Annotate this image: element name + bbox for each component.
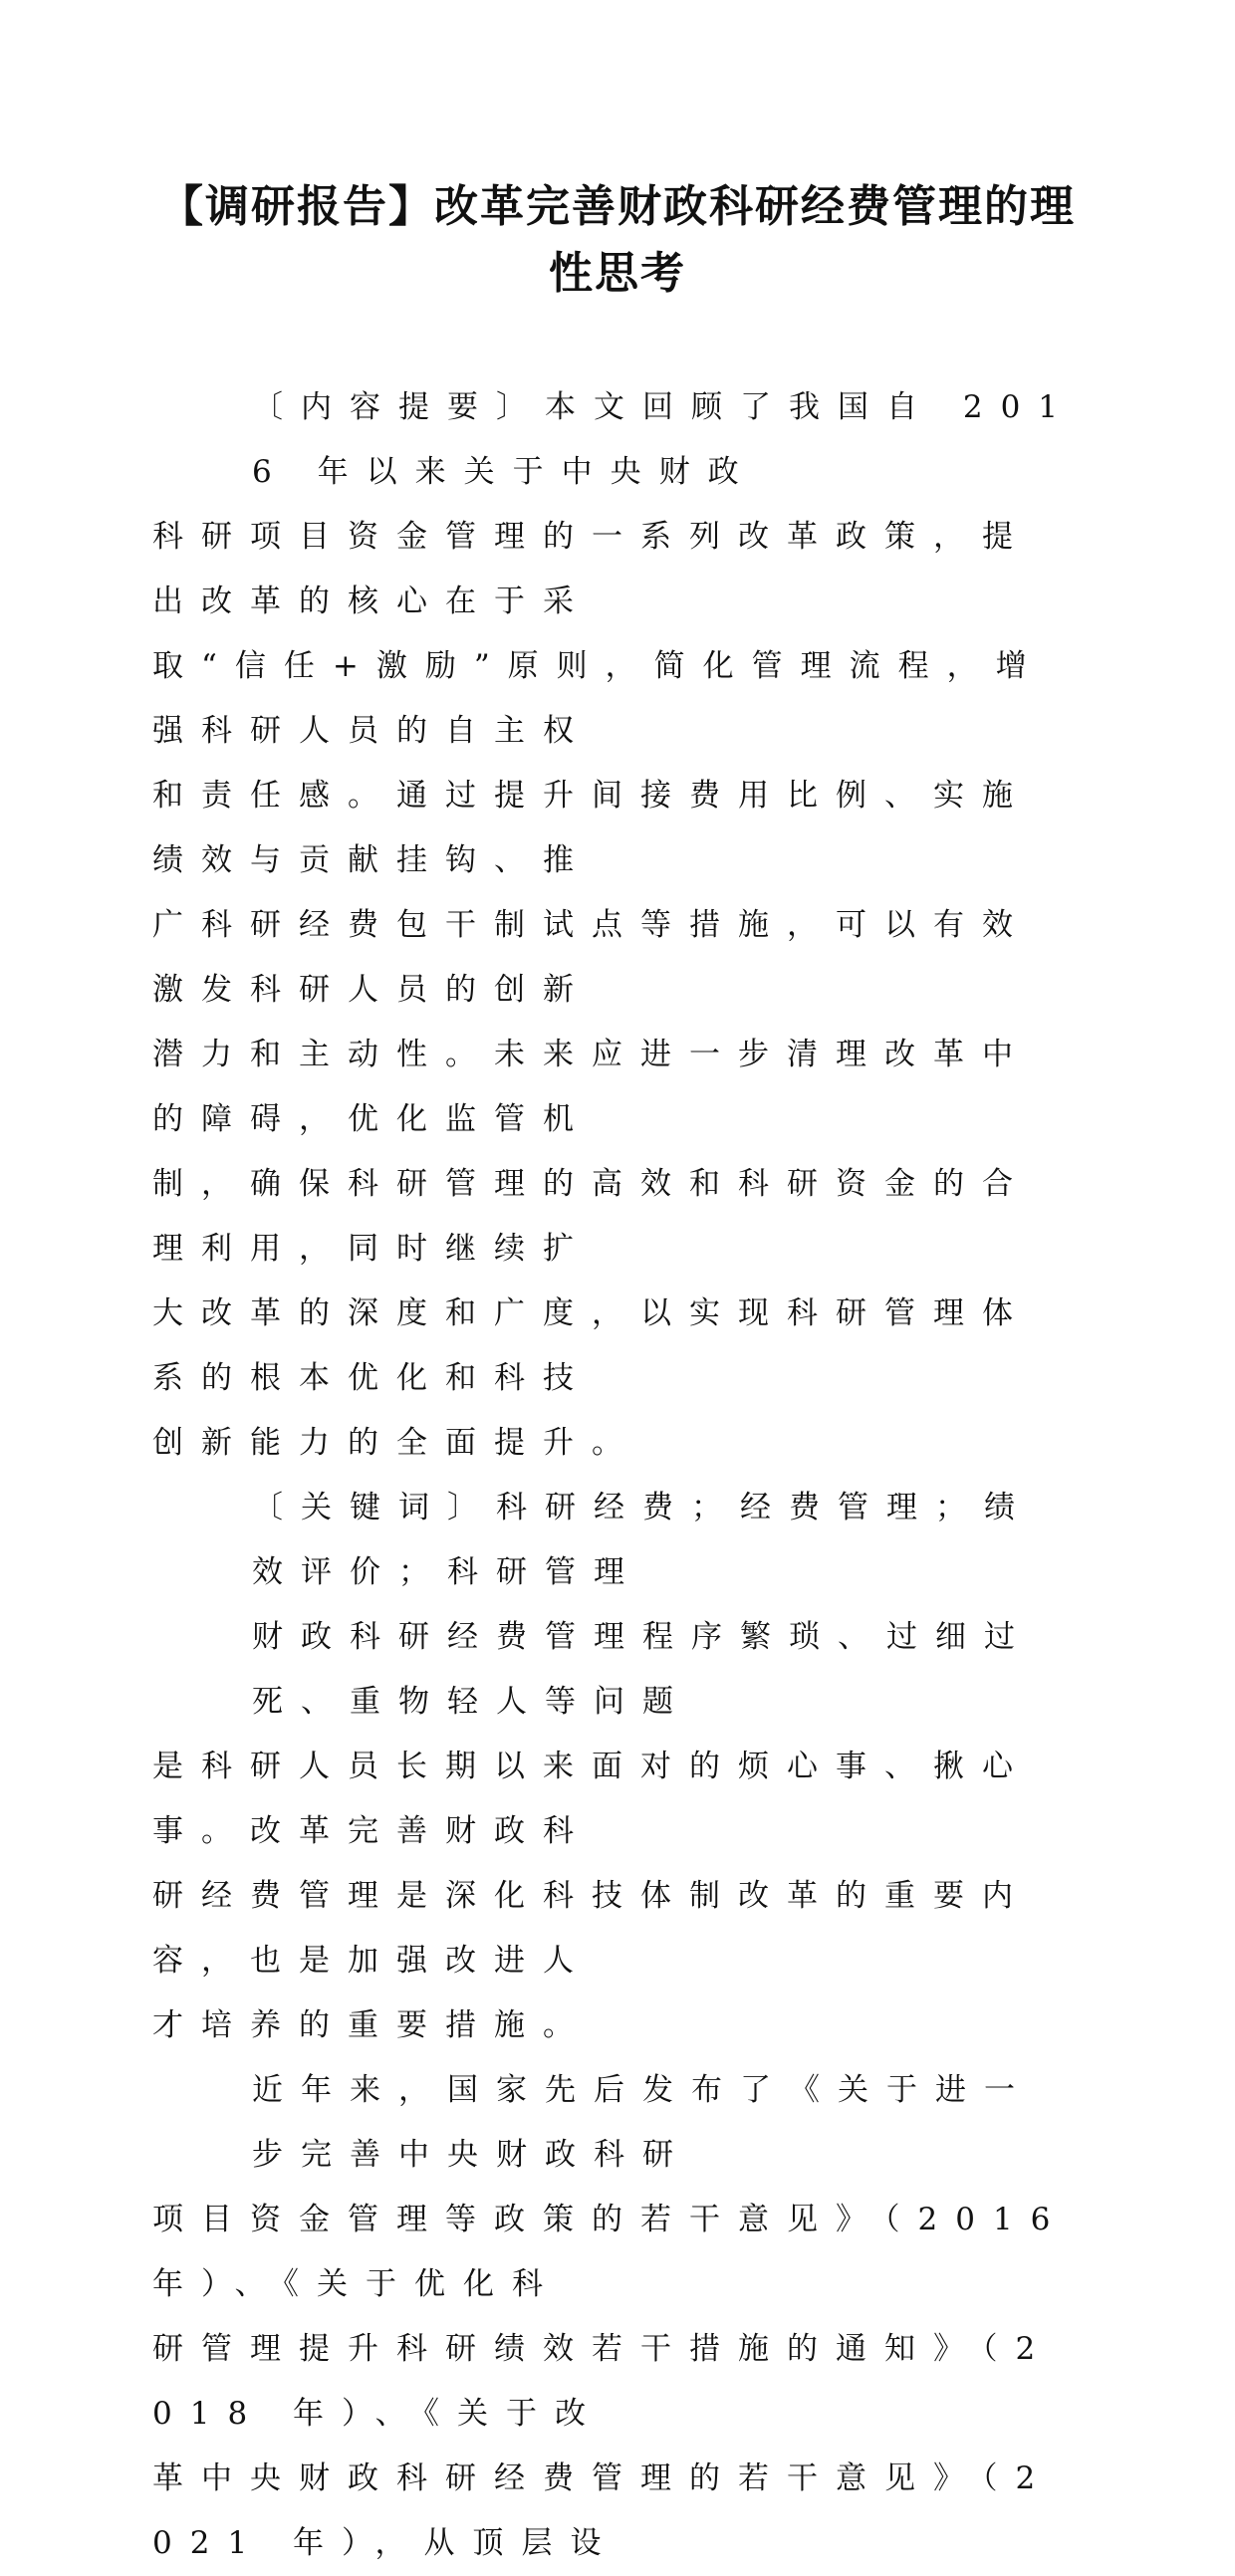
body-paragraph xyxy=(152,1605,1079,2058)
text-line: 研经费管理是深化科技体制改革的重要内容，也是加强改进人 xyxy=(152,1878,1031,1979)
text-line: 创新能力的全面提升。 xyxy=(152,1425,640,1461)
keywords-paragraph xyxy=(152,1476,1079,1605)
text-line: 才培养的重要措施。 xyxy=(152,2007,592,2043)
document-title xyxy=(120,173,1115,307)
text-line: 潜力和主动性。未来应进一步清理改革中的障碍，优化监管机 xyxy=(152,1037,1031,1137)
text-line: 项目资金管理等政策的若干意见》（2016 年）、《关于优化科 xyxy=(152,2202,1069,2302)
text-line: 〔内容提要〕本文回顾了我国自 2016 年以来关于中央财政 xyxy=(252,389,1077,490)
text-line: 和责任感。通过提升间接费用比例、实施绩效与贡献挂钩、推 xyxy=(152,778,1031,878)
text-line: 大改革的深度和广度，以实现科研管理体系的根本优化和科技 xyxy=(152,1295,1031,1396)
abstract-paragraph xyxy=(152,375,1079,1476)
text-line: 〔关键词〕科研经费；经费管理；绩效评价；科研管理 xyxy=(252,1490,1033,1590)
text-line: 广科研经费包干制试点等措施，可以有效激发科研人员的创新 xyxy=(152,907,1031,1008)
text-line: 研管理提升科研绩效若干措施的通知》（2018 年）、《关于改 xyxy=(152,2331,1054,2432)
title-line-1: 【调研报告】改革完善财政科研经费管理的理 xyxy=(159,181,1076,232)
text-line: 是科研人员长期以来面对的烦心事、揪心事。改革完善财政科 xyxy=(152,1749,1031,1849)
body-paragraph xyxy=(152,2058,1079,2576)
text-line: 财政科研经费管理程序繁琐、过细过死、重物轻人等问题 xyxy=(252,1619,1033,1720)
text-line: 革中央财政科研经费管理的若干意见》（2021 年），从顶层设 xyxy=(152,2460,1054,2561)
document-body xyxy=(152,375,1079,2576)
text-line: 取“信任+激励”原则，简化管理流程，增强科研人员的自主权 xyxy=(152,648,1045,749)
title-line-2: 性思考 xyxy=(549,248,686,299)
text-line: 科研项目资金管理的一系列改革政策，提出改革的核心在于采 xyxy=(152,519,1031,619)
text-line: 近年来，国家先后发布了《关于进一步完善中央财政科研 xyxy=(252,2072,1033,2173)
text-line: 制，确保科研管理的高效和科研资金的合理利用，同时继续扩 xyxy=(152,1166,1031,1267)
